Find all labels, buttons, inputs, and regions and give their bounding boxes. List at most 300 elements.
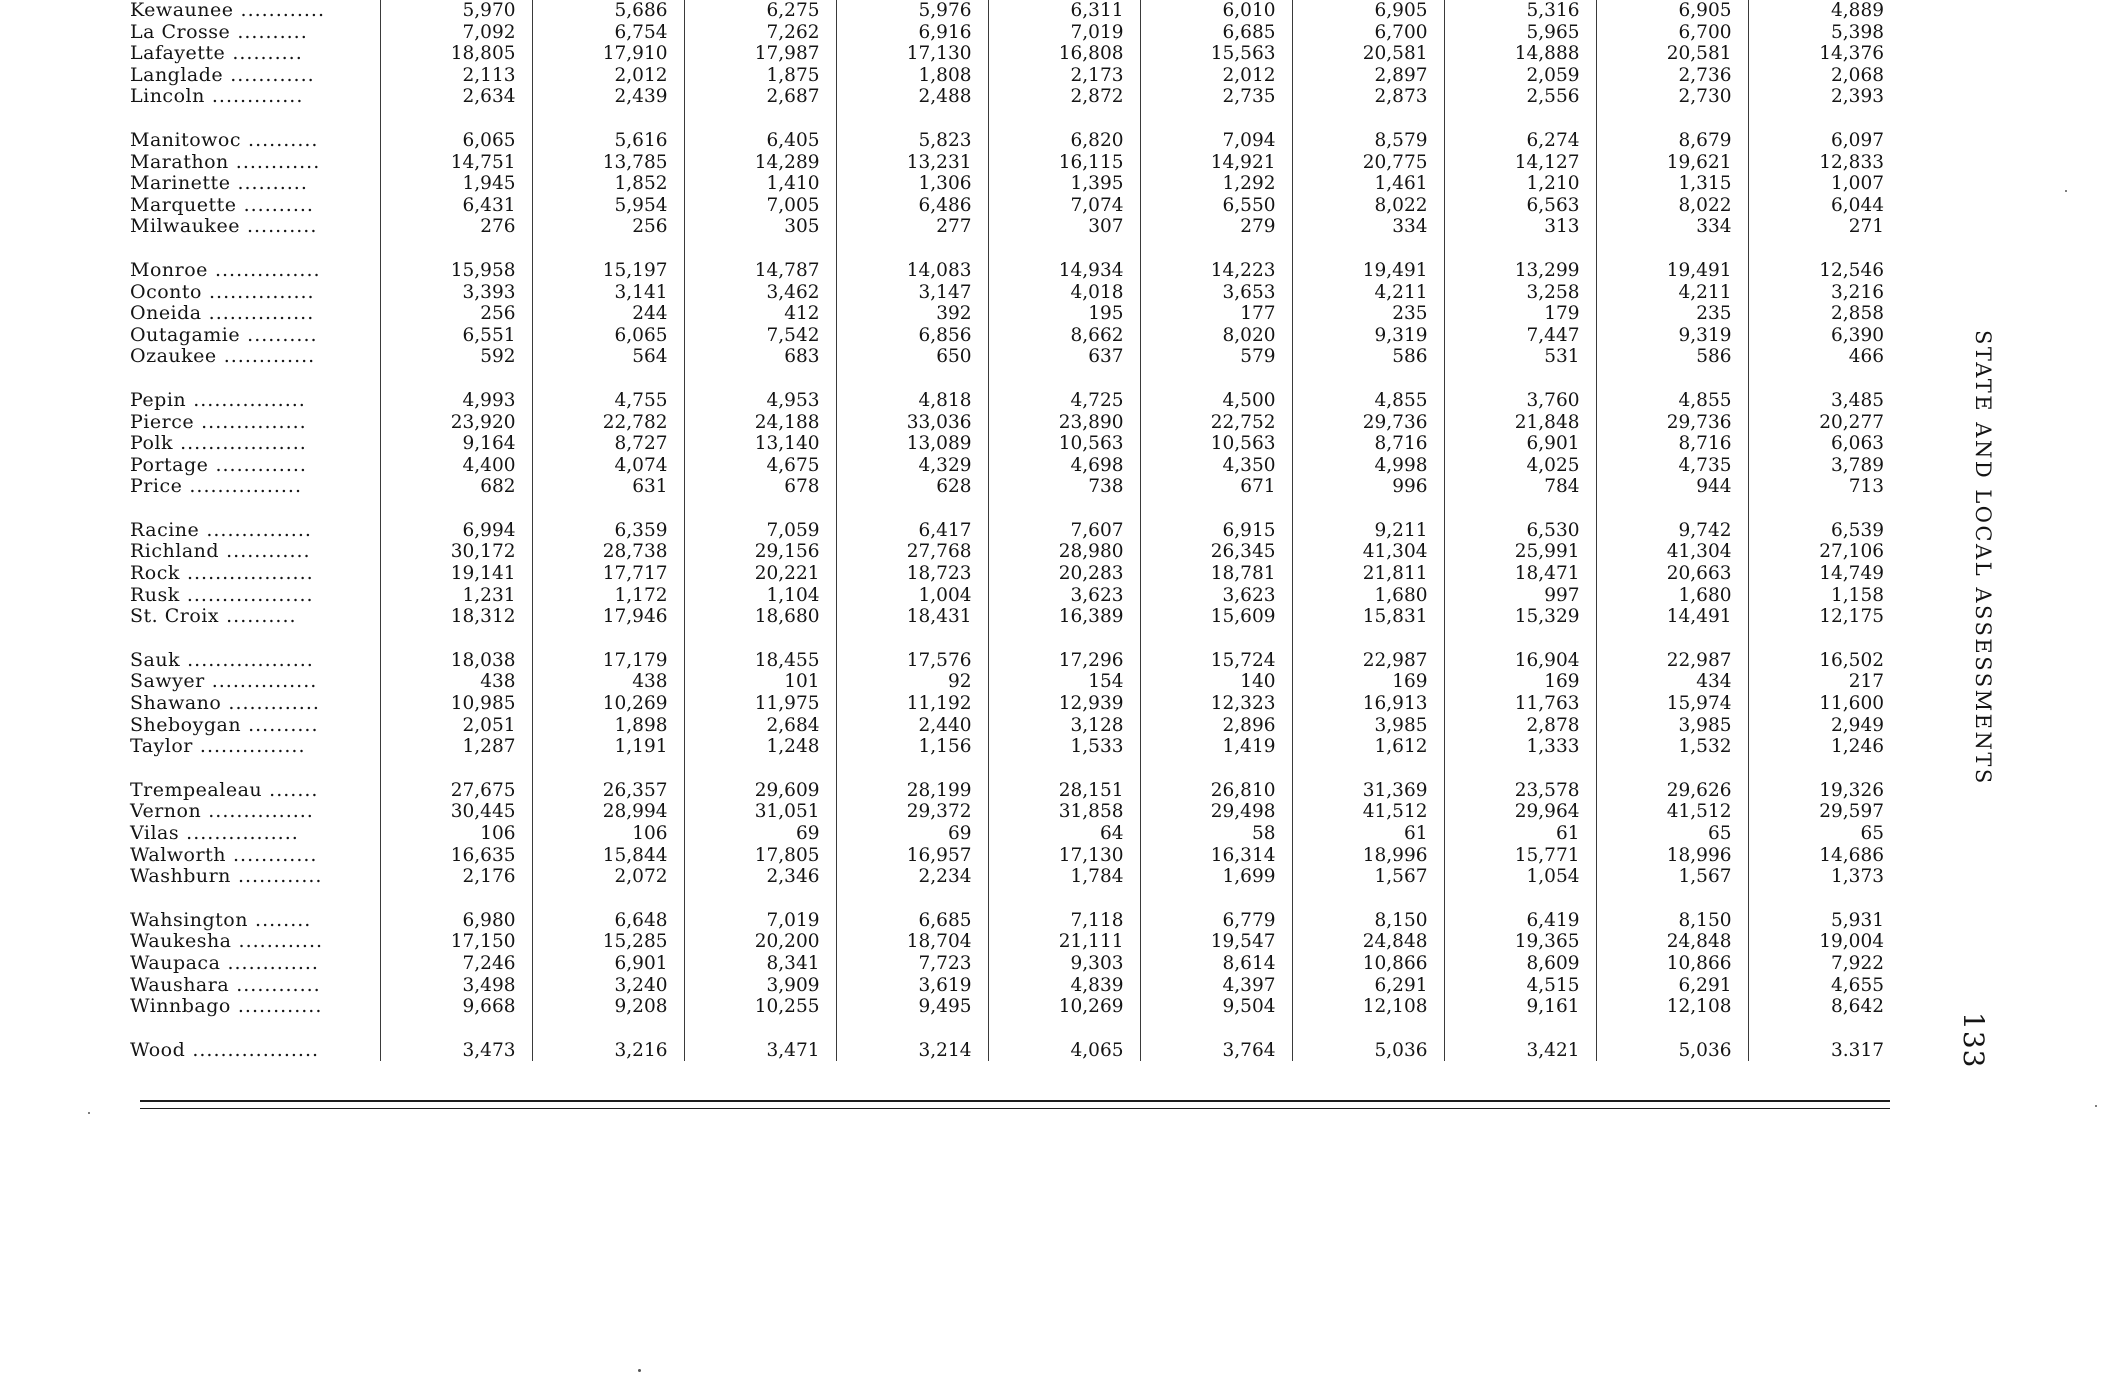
value-cell-col-6: 8,020	[1140, 325, 1292, 347]
value-cell-col-6: 12,323	[1140, 693, 1292, 715]
table-row	[120, 910, 1900, 932]
county-name: Sauk	[130, 649, 181, 671]
table-row	[120, 216, 1900, 238]
value-cell-col-5: 10,269	[988, 996, 1140, 1018]
value-cell-col-5: 28,151	[988, 780, 1140, 802]
dot-leader: ........	[247, 909, 312, 931]
value-cell-col-10: 1,246	[1748, 736, 1900, 758]
value-cell-col-7: 41,304	[1292, 541, 1444, 563]
county-name-cell	[120, 303, 380, 325]
table-row	[120, 650, 1900, 672]
table-row	[120, 563, 1900, 585]
value-cell-col-2: 1,191	[532, 736, 684, 758]
value-cell-col-4: 7,723	[836, 953, 988, 975]
county-name-cell	[120, 823, 380, 845]
value-cell-col-3: 7,005	[684, 195, 836, 217]
value-cell-col-10: 3.317	[1748, 1040, 1900, 1062]
value-cell-col-4: 5,823	[836, 130, 988, 152]
value-cell-col-3: 3,471	[684, 1040, 836, 1062]
value-cell-col-5: 3,623	[988, 585, 1140, 607]
value-cell-col-7: 2,873	[1292, 86, 1444, 108]
value-cell-col-4: 17,576	[836, 650, 988, 672]
spacer-cell	[684, 888, 836, 910]
spacer-cell	[1140, 368, 1292, 390]
value-cell-col-2: 9,208	[532, 996, 684, 1018]
value-cell-col-7: 8,579	[1292, 130, 1444, 152]
scan-speck	[638, 1369, 641, 1372]
county-name: Vilas	[130, 823, 180, 844]
spacer-cell	[684, 628, 836, 650]
spacer-cell	[1748, 888, 1900, 910]
value-cell-col-7: 61	[1292, 823, 1444, 845]
county-name-cell	[120, 0, 380, 22]
value-cell-col-4: 628	[836, 476, 988, 498]
value-cell-col-2: 1,852	[532, 173, 684, 195]
value-cell-col-3: 683	[684, 346, 836, 368]
value-cell-col-8: 313	[1444, 216, 1596, 238]
group-spacer-row	[120, 758, 1900, 780]
table-row	[120, 476, 1900, 498]
table-row	[120, 346, 1900, 368]
spacer-cell	[1444, 238, 1596, 260]
table-row	[120, 303, 1900, 325]
county-name: Oconto	[130, 281, 202, 303]
dot-leader: ...............	[201, 281, 315, 303]
value-cell-col-10: 2,858	[1748, 303, 1900, 325]
value-cell-col-3: 412	[684, 303, 836, 325]
county-name-cell	[120, 390, 380, 412]
value-cell-col-5: 1,533	[988, 736, 1140, 758]
value-cell-col-1: 256	[380, 303, 532, 325]
table-row	[120, 130, 1900, 152]
spacer-cell	[120, 498, 380, 520]
value-cell-col-2: 106	[532, 823, 684, 845]
value-cell-col-3: 24,188	[684, 412, 836, 434]
county-name-cell	[120, 650, 380, 672]
table-row	[120, 715, 1900, 737]
value-cell-col-8: 1,210	[1444, 173, 1596, 195]
table-row	[120, 0, 1900, 22]
value-cell-col-1: 7,092	[380, 22, 532, 44]
table-row	[120, 65, 1900, 87]
value-cell-col-3: 2,684	[684, 715, 836, 737]
value-cell-col-2: 15,844	[532, 845, 684, 867]
value-cell-col-10: 14,376	[1748, 43, 1900, 65]
table-row	[120, 282, 1900, 304]
spacer-cell	[836, 628, 988, 650]
dot-leader: ..................	[173, 433, 307, 455]
county-assessment-table	[120, 0, 1900, 1061]
spacer-cell	[532, 238, 684, 260]
value-cell-col-9: 19,491	[1596, 260, 1748, 282]
value-cell-col-4: 69	[836, 823, 988, 845]
value-cell-col-7: 8,150	[1292, 910, 1444, 932]
value-cell-col-3: 1,248	[684, 736, 836, 758]
county-name-cell	[120, 86, 380, 108]
value-cell-col-3: 3,909	[684, 975, 836, 997]
county-name: Vernon	[130, 801, 202, 823]
value-cell-col-3: 1,875	[684, 65, 836, 87]
dot-leader: ............	[231, 931, 324, 953]
value-cell-col-6: 4,397	[1140, 975, 1292, 997]
table-row	[120, 412, 1900, 434]
county-name: Oneida	[130, 303, 202, 325]
value-cell-col-3: 29,609	[684, 780, 836, 802]
table-row	[120, 433, 1900, 455]
value-cell-col-4: 6,417	[836, 520, 988, 542]
dot-leader: ..........	[240, 324, 318, 346]
value-cell-col-1: 9,668	[380, 996, 532, 1018]
county-name-cell	[120, 260, 380, 282]
spacer-cell	[684, 498, 836, 520]
table-row	[120, 390, 1900, 412]
spacer-cell	[120, 108, 380, 130]
value-cell-col-10: 2,393	[1748, 86, 1900, 108]
county-name-cell	[120, 216, 380, 238]
county-name-cell	[120, 520, 380, 542]
spacer-cell	[532, 368, 684, 390]
value-cell-col-1: 1,231	[380, 585, 532, 607]
value-cell-col-9: 586	[1596, 346, 1748, 368]
value-cell-col-10: 3,485	[1748, 390, 1900, 412]
value-cell-col-7: 18,996	[1292, 845, 1444, 867]
value-cell-col-5: 195	[988, 303, 1140, 325]
value-cell-col-8: 3,421	[1444, 1040, 1596, 1062]
value-cell-col-3: 4,953	[684, 390, 836, 412]
value-cell-col-3: 20,221	[684, 563, 836, 585]
value-cell-col-9: 4,735	[1596, 455, 1748, 477]
group-spacer-row	[120, 1018, 1900, 1040]
value-cell-col-2: 17,179	[532, 650, 684, 672]
spacer-cell	[1596, 498, 1748, 520]
value-cell-col-1: 2,176	[380, 866, 532, 888]
value-cell-col-10: 2,949	[1748, 715, 1900, 737]
table-body	[120, 0, 1900, 1061]
value-cell-col-4: 4,818	[836, 390, 988, 412]
value-cell-col-5: 307	[988, 216, 1140, 238]
spacer-cell	[836, 1018, 988, 1040]
value-cell-col-6: 26,345	[1140, 541, 1292, 563]
table-row	[120, 173, 1900, 195]
value-cell-col-9: 334	[1596, 216, 1748, 238]
value-cell-col-1: 17,150	[380, 931, 532, 953]
value-cell-col-7: 9,319	[1292, 325, 1444, 347]
value-cell-col-9: 18,996	[1596, 845, 1748, 867]
value-cell-col-9: 8,150	[1596, 910, 1748, 932]
value-cell-col-3: 17,805	[684, 845, 836, 867]
value-cell-col-10: 7,922	[1748, 953, 1900, 975]
value-cell-col-5: 3,128	[988, 715, 1140, 737]
value-cell-col-8: 997	[1444, 585, 1596, 607]
value-cell-col-2: 26,357	[532, 780, 684, 802]
value-cell-col-6: 3,623	[1140, 585, 1292, 607]
value-cell-col-8: 3,258	[1444, 282, 1596, 304]
value-cell-col-8: 15,329	[1444, 606, 1596, 628]
dot-leader: ...............	[192, 736, 306, 758]
value-cell-col-5: 9,303	[988, 953, 1140, 975]
county-name-cell	[120, 715, 380, 737]
county-name: Milwaukee	[130, 216, 240, 238]
value-cell-col-10: 466	[1748, 346, 1900, 368]
value-cell-col-1: 2,634	[380, 86, 532, 108]
value-cell-col-9: 8,022	[1596, 195, 1748, 217]
value-cell-col-6: 15,724	[1140, 650, 1292, 672]
value-cell-col-2: 17,946	[532, 606, 684, 628]
value-cell-col-9: 4,211	[1596, 282, 1748, 304]
value-cell-col-1: 6,994	[380, 520, 532, 542]
dot-leader: .............	[221, 693, 320, 715]
value-cell-col-10: 1,373	[1748, 866, 1900, 888]
dot-leader: ............	[233, 0, 325, 21]
county-name: Kewaunee	[130, 0, 234, 21]
value-cell-col-1: 5,970	[380, 0, 532, 22]
spacer-cell	[1444, 108, 1596, 130]
value-cell-col-6: 15,563	[1140, 43, 1292, 65]
value-cell-col-8: 2,059	[1444, 65, 1596, 87]
county-name-cell	[120, 22, 380, 44]
county-name: Sawyer	[130, 671, 205, 693]
county-name: Marathon	[130, 151, 229, 173]
value-cell-col-3: 17,987	[684, 43, 836, 65]
value-cell-col-1: 592	[380, 346, 532, 368]
county-name-cell	[120, 671, 380, 693]
value-cell-col-5: 17,130	[988, 845, 1140, 867]
value-cell-col-8: 11,763	[1444, 693, 1596, 715]
group-spacer-row	[120, 888, 1900, 910]
dot-leader: .............	[216, 346, 316, 368]
value-cell-col-9: 9,742	[1596, 520, 1748, 542]
running-head: STATE AND LOCAL ASSESSMENTS	[1971, 330, 1995, 786]
dot-leader: ..........	[241, 129, 319, 151]
spacer-cell	[120, 758, 380, 780]
value-cell-col-3: 14,787	[684, 260, 836, 282]
value-cell-col-7: 19,491	[1292, 260, 1444, 282]
value-cell-col-1: 6,980	[380, 910, 532, 932]
value-cell-col-6: 1,419	[1140, 736, 1292, 758]
value-cell-col-9: 434	[1596, 671, 1748, 693]
value-cell-col-10: 20,277	[1748, 412, 1900, 434]
table-row	[120, 996, 1900, 1018]
table-row	[120, 585, 1900, 607]
spacer-cell	[120, 888, 380, 910]
spacer-cell	[988, 238, 1140, 260]
value-cell-col-6: 6,915	[1140, 520, 1292, 542]
spacer-cell	[1444, 1018, 1596, 1040]
value-cell-col-2: 2,012	[532, 65, 684, 87]
value-cell-col-3: 18,680	[684, 606, 836, 628]
value-cell-col-7: 1,567	[1292, 866, 1444, 888]
value-cell-col-4: 6,486	[836, 195, 988, 217]
spacer-cell	[684, 368, 836, 390]
value-cell-col-6: 8,614	[1140, 953, 1292, 975]
value-cell-col-7: 169	[1292, 671, 1444, 693]
value-cell-col-10: 5,931	[1748, 910, 1900, 932]
dot-leader: ...............	[201, 801, 314, 823]
value-cell-col-9: 1,567	[1596, 866, 1748, 888]
value-cell-col-3: 11,975	[684, 693, 836, 715]
value-cell-col-6: 2,735	[1140, 86, 1292, 108]
value-cell-col-8: 29,964	[1444, 801, 1596, 823]
assessment-table-wrap	[120, 0, 1900, 1061]
value-cell-col-1: 682	[380, 476, 532, 498]
dot-leader: ...............	[204, 671, 318, 693]
spacer-cell	[532, 888, 684, 910]
value-cell-col-8: 5,316	[1444, 0, 1596, 22]
value-cell-col-4: 1,808	[836, 65, 988, 87]
value-cell-col-7: 9,211	[1292, 520, 1444, 542]
value-cell-col-2: 631	[532, 476, 684, 498]
value-cell-col-1: 6,431	[380, 195, 532, 217]
value-cell-col-10: 14,749	[1748, 563, 1900, 585]
county-name-cell	[120, 541, 380, 563]
value-cell-col-1: 4,993	[380, 390, 532, 412]
value-cell-col-10: 3,789	[1748, 455, 1900, 477]
value-cell-col-1: 30,445	[380, 801, 532, 823]
value-cell-col-5: 21,111	[988, 931, 1140, 953]
spacer-cell	[1140, 238, 1292, 260]
value-cell-col-4: 18,704	[836, 931, 988, 953]
value-cell-col-8: 4,025	[1444, 455, 1596, 477]
spacer-cell	[120, 238, 380, 260]
value-cell-col-5: 31,858	[988, 801, 1140, 823]
county-name-cell	[120, 43, 380, 65]
value-cell-col-9: 20,581	[1596, 43, 1748, 65]
county-name-cell	[120, 606, 380, 628]
value-cell-col-9: 2,736	[1596, 65, 1748, 87]
value-cell-col-10: 2,068	[1748, 65, 1900, 87]
value-cell-col-3: 6,405	[684, 130, 836, 152]
spacer-cell	[1292, 238, 1444, 260]
value-cell-col-9: 24,848	[1596, 931, 1748, 953]
value-cell-col-2: 22,782	[532, 412, 684, 434]
dot-leader: ............	[229, 974, 321, 996]
value-cell-col-5: 16,808	[988, 43, 1140, 65]
value-cell-col-5: 64	[988, 823, 1140, 845]
value-cell-col-7: 8,022	[1292, 195, 1444, 217]
dot-leader: ............	[228, 151, 321, 173]
value-cell-col-3: 10,255	[684, 996, 836, 1018]
spacer-cell	[1292, 108, 1444, 130]
value-cell-col-1: 1,945	[380, 173, 532, 195]
county-name: Rock	[130, 563, 180, 585]
dot-leader: ............	[219, 541, 311, 563]
dot-leader: ................	[182, 476, 303, 498]
spacer-cell	[532, 758, 684, 780]
value-cell-col-10: 12,833	[1748, 152, 1900, 174]
table-row	[120, 606, 1900, 628]
value-cell-col-3: 1,104	[684, 585, 836, 607]
spacer-cell	[1292, 758, 1444, 780]
value-cell-col-8: 14,888	[1444, 43, 1596, 65]
value-cell-col-1: 3,498	[380, 975, 532, 997]
group-spacer-row	[120, 238, 1900, 260]
table-row	[120, 86, 1900, 108]
spacer-cell	[836, 498, 988, 520]
table-row	[120, 845, 1900, 867]
spacer-cell	[120, 368, 380, 390]
value-cell-col-6: 671	[1140, 476, 1292, 498]
value-cell-col-2: 15,197	[532, 260, 684, 282]
value-cell-col-10: 4,655	[1748, 975, 1900, 997]
value-cell-col-9: 41,304	[1596, 541, 1748, 563]
value-cell-col-7: 10,866	[1292, 953, 1444, 975]
value-cell-col-2: 2,072	[532, 866, 684, 888]
value-cell-col-1: 18,805	[380, 43, 532, 65]
value-cell-col-4: 6,685	[836, 910, 988, 932]
county-name-cell	[120, 455, 380, 477]
spacer-cell	[1140, 1018, 1292, 1040]
spacer-cell	[684, 238, 836, 260]
value-cell-col-2: 8,727	[532, 433, 684, 455]
value-cell-col-4: 2,488	[836, 86, 988, 108]
table-row	[120, 22, 1900, 44]
value-cell-col-10: 4,889	[1748, 0, 1900, 22]
spacer-cell	[1444, 368, 1596, 390]
value-cell-col-3: 31,051	[684, 801, 836, 823]
dot-leader: ..................	[180, 649, 314, 671]
value-cell-col-10: 6,390	[1748, 325, 1900, 347]
value-cell-col-5: 6,820	[988, 130, 1140, 152]
value-cell-col-4: 3,619	[836, 975, 988, 997]
value-cell-col-5: 12,939	[988, 693, 1140, 715]
value-cell-col-7: 8,716	[1292, 433, 1444, 455]
county-name-cell	[120, 931, 380, 953]
table-row	[120, 953, 1900, 975]
dot-leader: ..................	[185, 1039, 320, 1061]
value-cell-col-10: 5,398	[1748, 22, 1900, 44]
spacer-cell	[836, 888, 988, 910]
value-cell-col-7: 22,987	[1292, 650, 1444, 672]
county-name-cell	[120, 195, 380, 217]
value-cell-col-9: 2,730	[1596, 86, 1748, 108]
value-cell-col-5: 4,698	[988, 455, 1140, 477]
county-name-cell	[120, 476, 380, 498]
dot-leader: ................	[179, 823, 299, 844]
dot-leader: .......	[262, 779, 319, 801]
spacer-cell	[532, 498, 684, 520]
spacer-cell	[1596, 108, 1748, 130]
page-number: 133	[1957, 1012, 1990, 1069]
value-cell-col-8: 19,365	[1444, 931, 1596, 953]
county-name: Ozaukee	[130, 346, 217, 368]
spacer-cell	[988, 108, 1140, 130]
value-cell-col-10: 11,600	[1748, 693, 1900, 715]
table-row	[120, 736, 1900, 758]
county-name: Lafayette	[130, 43, 226, 65]
value-cell-col-7: 996	[1292, 476, 1444, 498]
value-cell-col-6: 6,779	[1140, 910, 1292, 932]
dot-leader: ..........	[236, 194, 314, 216]
county-name: Price	[130, 476, 183, 498]
value-cell-col-9: 6,291	[1596, 975, 1748, 997]
spacer-cell	[836, 238, 988, 260]
spacer-cell	[1748, 498, 1900, 520]
spacer-cell	[1140, 498, 1292, 520]
value-cell-col-2: 5,954	[532, 195, 684, 217]
value-cell-col-9: 1,680	[1596, 585, 1748, 607]
table-row	[120, 801, 1900, 823]
scan-speck	[88, 1112, 90, 1114]
value-cell-col-8: 2,878	[1444, 715, 1596, 737]
value-cell-col-5: 28,980	[988, 541, 1140, 563]
value-cell-col-1: 23,920	[380, 412, 532, 434]
spacer-cell	[1140, 108, 1292, 130]
spacer-cell	[532, 1018, 684, 1040]
value-cell-col-4: 18,431	[836, 606, 988, 628]
value-cell-col-4: 13,231	[836, 152, 988, 174]
value-cell-col-4: 29,372	[836, 801, 988, 823]
value-cell-col-10: 14,686	[1748, 845, 1900, 867]
